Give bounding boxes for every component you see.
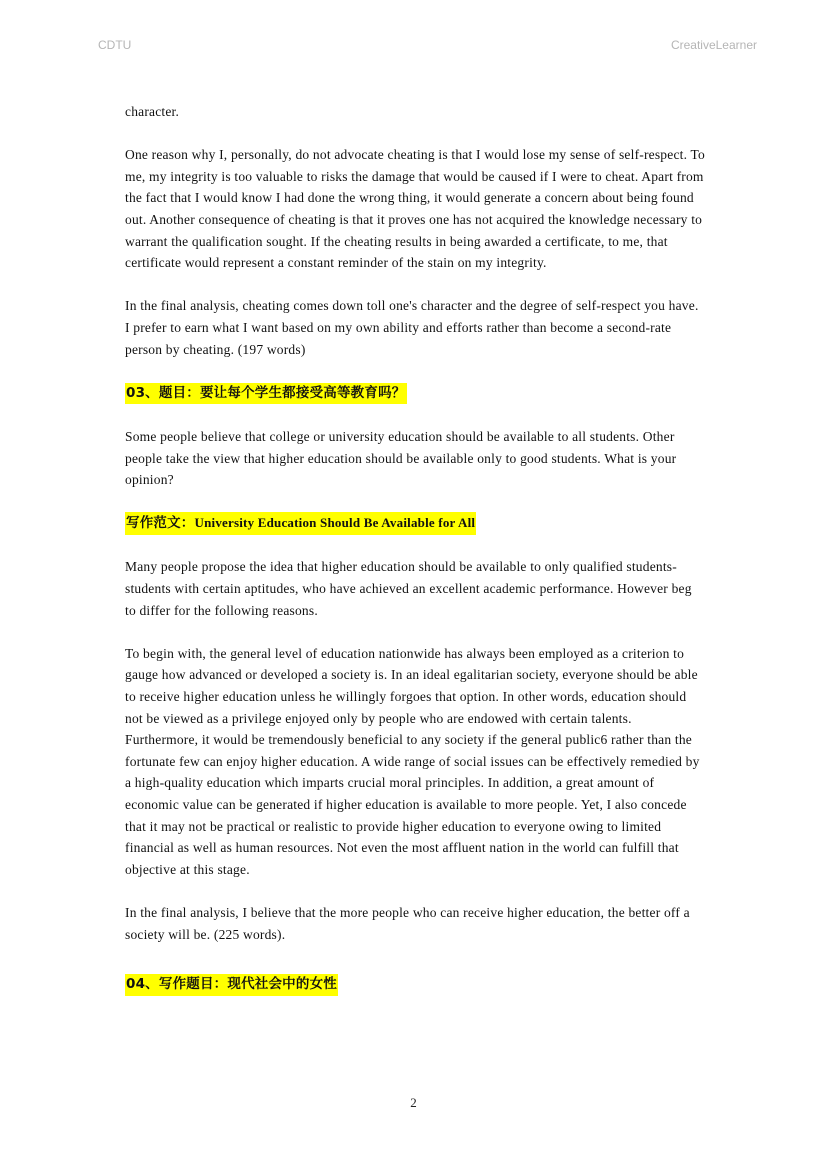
header-right-label: CreativeLearner [670, 38, 757, 52]
sample-essay-title [125, 512, 476, 535]
paragraph-body: To begin with, the general level of education nationwide has always been employed as a criterion to gauge how advanced or developed a society is. In an ideal egalitarian society, everyone should be able to receive higher education unless he willingly forgoes that option. In other words, education should not be viewed as a privilege enjoyed only by people who are endowed with certain talents. Furthermore, it would be tremendously beneficial to any society if the general public6 rather than the fortunate few can enjoy higher education. A wide range of social issues can be effectively remedied by a high-quality education which imparts crucial moral principles. In addition, a great amount of economic value can be generated if higher education is available to more people. Yet, I also concede that it may not be practical or realistic to provide higher education to everyone owing to limited financial as well as human resources. Not even the most affluent nation in the world can fulfill that objective at this stage. [125, 645, 700, 877]
paragraph-final-analysis-cheating: In the final analysis, cheating comes down toll one's character and the degree of self-respect you have. I prefer to earn what I want based on my own ability and efforts rather than become a second-rate person by cheating. (197 words) [125, 298, 699, 357]
paragraph-prompt: Some people believe that college or university education should be available to all students. Other people take the view that higher education should be available only to good students. What is your opinion? [125, 428, 677, 488]
page-number: 2 [410, 1095, 417, 1110]
heading-03-text: 03、题目：要让每个学生都接受高等教育吗？ [125, 383, 407, 405]
heading-04 [125, 973, 705, 996]
sample-essay-heading [125, 512, 705, 535]
paragraph-self-respect: One reason why I, personally, do not advocate cheating is that I would lose my sense of self-respect. To me, my integrity is too valuable to risks the damage that would be caused if I were to cheat. Apart from the fact that I would know I had done the wrong thing, it would generate a concern about being found out. Another consequence of cheating is that it proves one has not acquired the knowledge necessary to warrant the qualification sought. If the cheating results in being awarded a certificate, to me, that certificate would represent a constant reminder of the stain on my integrity. [125, 147, 705, 271]
heading-03 [125, 382, 705, 405]
sample-essay-title-text: University Education Should Be Available for All [194, 515, 476, 531]
heading-04-text: 04、写作题目：现代社会中的女性 [125, 974, 338, 996]
document-body [125, 101, 705, 996]
paragraph-character: character. [125, 104, 180, 119]
sample-essay-label: 写作范文： [126, 515, 195, 532]
header-left-label: CDTU [98, 38, 132, 52]
paragraph-conclusion: In the final analysis, I believe that the more people who can receive higher education, the better off a society will be. (225 words). [125, 904, 690, 942]
paragraph-intro: Many people propose the idea that higher education should be available to only qualified students-students with certain aptitudes, who have achieved an excellent academic performance. However beg to differ for the following reasons. [125, 559, 692, 618]
